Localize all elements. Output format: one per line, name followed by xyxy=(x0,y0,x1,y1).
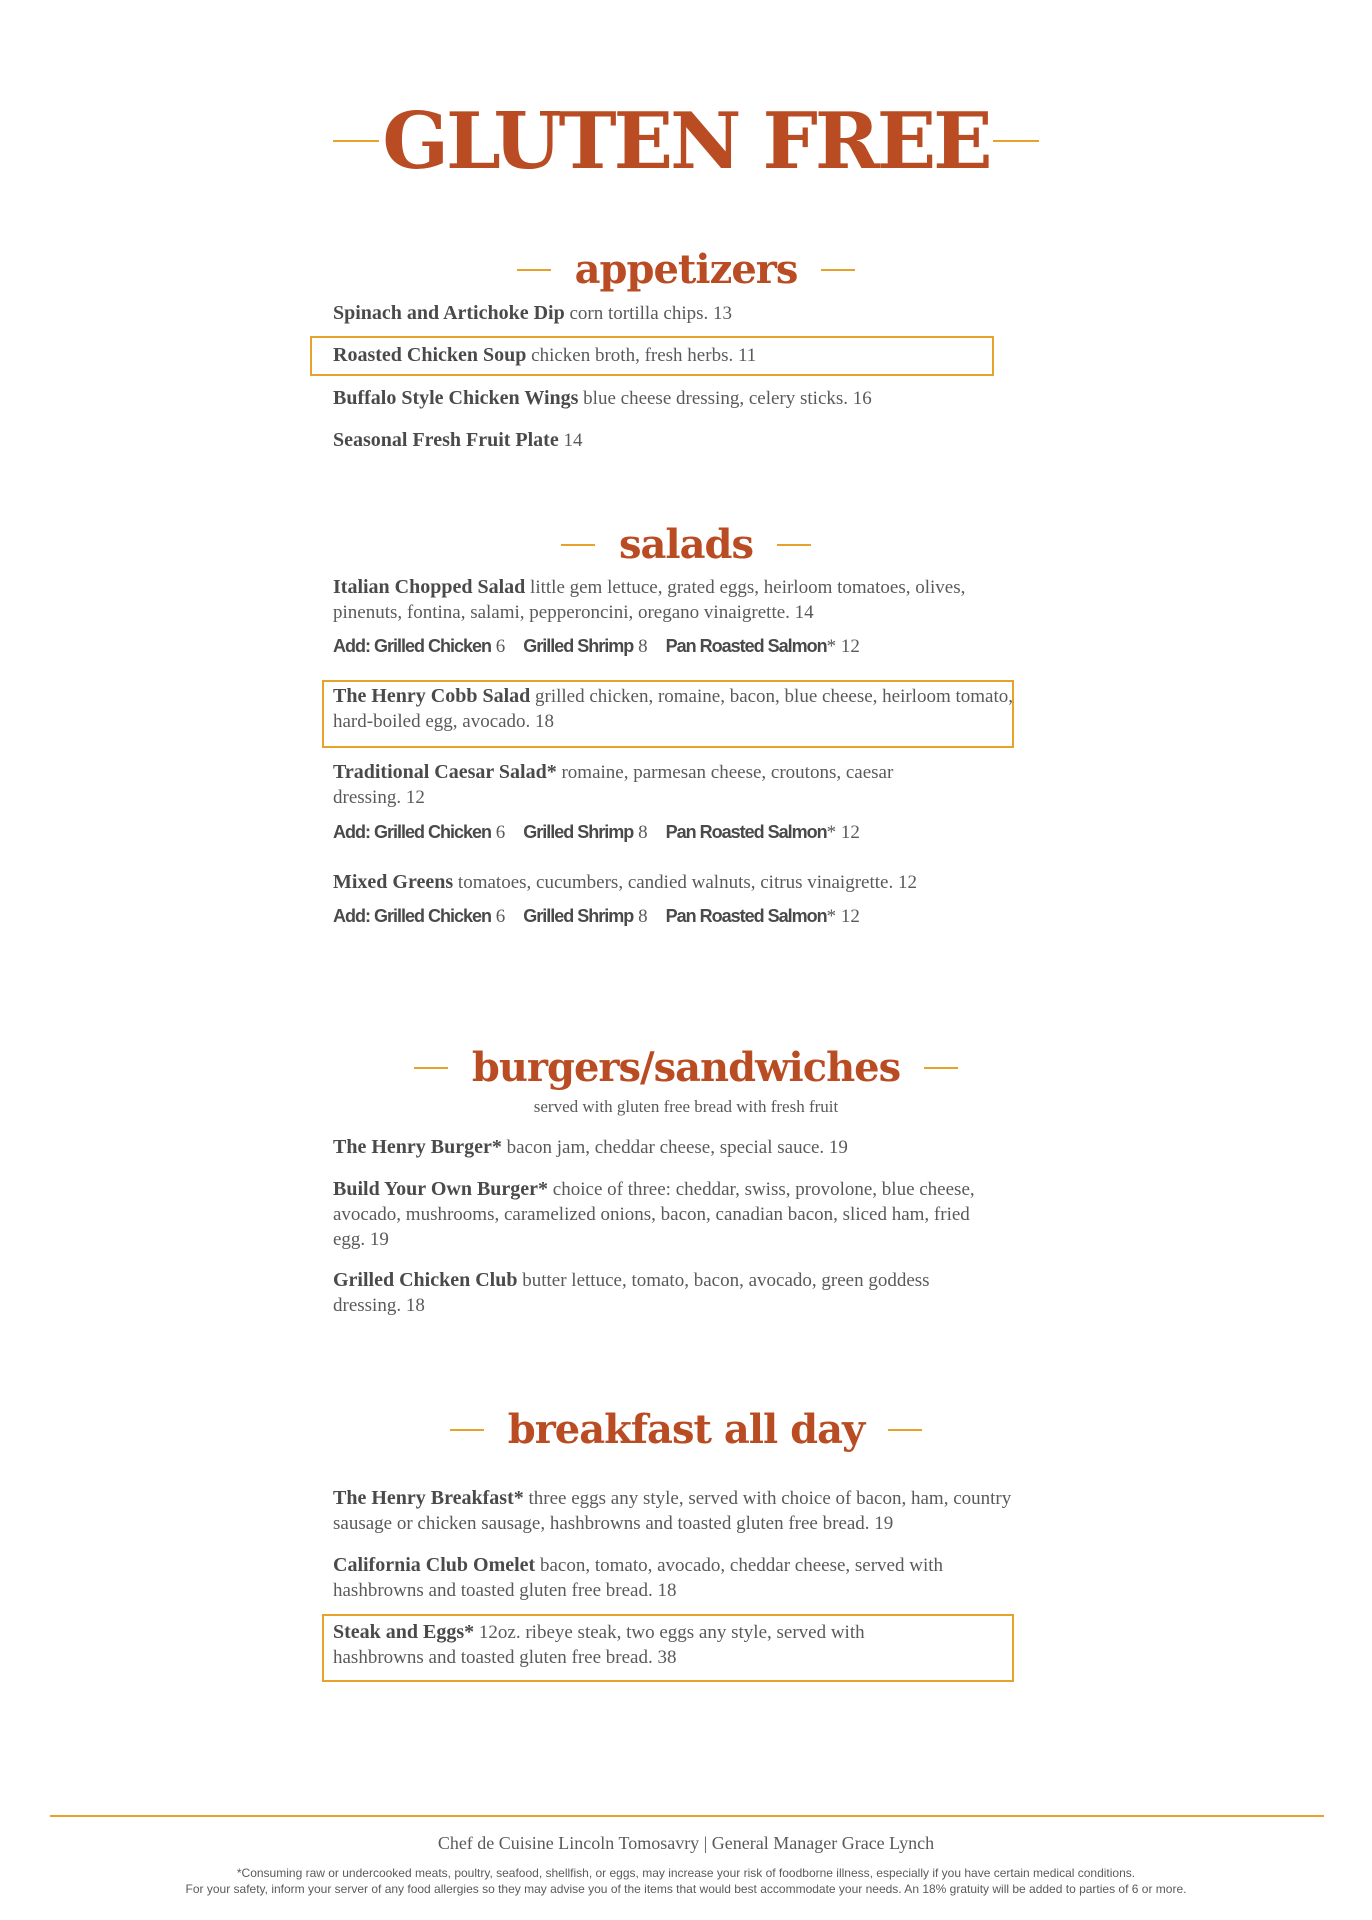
heading-dash xyxy=(888,1429,922,1431)
addon-salmon: Pan Roasted Salmon xyxy=(665,906,827,926)
item-desc: grilled chicken, romaine, bacon, blue cheese, heirloom tomato, hard-boiled egg, avocado. 18 xyxy=(333,686,1014,732)
heading-dash xyxy=(517,269,551,271)
item-name: Spinach and Artichoke Dip xyxy=(333,302,565,324)
addon-price: 6 xyxy=(495,906,506,927)
footer-divider xyxy=(50,1815,1324,1817)
addon-price: 6 xyxy=(495,822,506,843)
heading-dash xyxy=(414,1067,448,1069)
item-name: Mixed Greens xyxy=(333,871,454,893)
section-heading-appetizers xyxy=(0,240,1372,300)
menu-item xyxy=(333,386,1023,411)
item-desc: 12oz. ribeye steak, two eggs any style, served with hashbrowns and toasted gluten free bread. 38 xyxy=(333,1622,865,1668)
item-desc: butter lettuce, tomato, bacon, avocado, green goddess dressing. 18 xyxy=(333,1270,930,1316)
item-desc: little gem lettuce, grated eggs, heirloom tomatoes, olives, pinenuts, fontina, salami, pepperoncini, oregano vinaigrette. 14 xyxy=(333,577,966,623)
item-name: Grilled Chicken Club xyxy=(333,1269,518,1291)
item-name: Italian Chopped Salad xyxy=(333,576,526,598)
menu-item xyxy=(333,1620,923,1670)
heading-dash xyxy=(561,544,595,546)
item-name: The Henry Cobb Salad xyxy=(333,685,531,707)
addon-price: * 12 xyxy=(826,636,860,657)
title-dash-right xyxy=(993,140,1039,142)
menu-item xyxy=(333,1268,993,1318)
menu-item xyxy=(333,870,1023,895)
disclaimer-line-1: *Consuming raw or undercooked meats, poultry, seafood, shellfish, or eggs, may increase your risk of foodborne illness, especially if you have certain medical conditions. xyxy=(236,1866,1136,1880)
section-title: salads xyxy=(618,521,754,568)
heading-dash xyxy=(924,1067,958,1069)
item-desc: choice of three: cheddar, swiss, provolone, blue cheese, avocado, mushrooms, caramelized onions, bacon, canadian bacon, sliced ham, fried egg. 19 xyxy=(333,1179,975,1250)
menu-item xyxy=(333,684,1023,734)
page-title: GLUTEN FREE xyxy=(382,96,990,187)
addon-price: 8 xyxy=(638,822,648,843)
item-name: Buffalo Style Chicken Wings xyxy=(333,387,579,409)
item-desc: corn tortilla chips. 13 xyxy=(569,303,733,324)
addon-row xyxy=(333,904,860,929)
addon-row xyxy=(333,820,860,845)
item-desc: romaine, parmesan cheese, croutons, caesar dressing. 12 xyxy=(333,762,894,808)
addon-shrimp: Grilled Shrimp xyxy=(523,636,634,656)
heading-dash xyxy=(777,544,811,546)
menu-item xyxy=(333,1177,993,1252)
item-name: Traditional Caesar Salad* xyxy=(333,761,557,783)
addon-price: * 12 xyxy=(826,822,860,843)
menu-item xyxy=(333,428,1023,453)
menu-item xyxy=(333,1553,1023,1603)
menu-item xyxy=(333,1135,1023,1160)
section-heading-salads xyxy=(0,515,1372,575)
addon-chicken: Add: Grilled Chicken xyxy=(333,822,492,842)
item-desc: three eggs any style, served with choice of bacon, ham, country sausage or chicken sausage, hashbrowns and toasted gluten free bread. 19 xyxy=(333,1488,1012,1534)
addon-salmon: Pan Roasted Salmon xyxy=(665,822,827,842)
item-name: The Henry Breakfast* xyxy=(333,1487,524,1509)
addon-chicken: Add: Grilled Chicken xyxy=(333,636,492,656)
item-desc: bacon, tomato, avocado, cheddar cheese, served with hashbrowns and toasted gluten free bread. 18 xyxy=(333,1555,944,1601)
item-name: Build Your Own Burger* xyxy=(333,1178,549,1200)
section-heading-burgers xyxy=(0,1038,1372,1098)
addon-price: 8 xyxy=(638,906,648,927)
addon-chicken: Add: Grilled Chicken xyxy=(333,906,492,926)
addon-price: * 12 xyxy=(826,906,860,927)
title-row xyxy=(0,92,1372,192)
item-name: Seasonal Fresh Fruit Plate xyxy=(333,429,559,451)
item-name: Roasted Chicken Soup xyxy=(333,344,527,366)
item-desc: tomatoes, cucumbers, candied walnuts, citrus vinaigrette. 12 xyxy=(457,872,917,893)
section-subheading: served with gluten free bread with fresh fruit xyxy=(533,1097,839,1116)
addon-price: 8 xyxy=(638,636,648,657)
addon-price: 6 xyxy=(495,636,506,657)
menu-item xyxy=(333,343,1023,368)
heading-dash xyxy=(821,269,855,271)
addon-shrimp: Grilled Shrimp xyxy=(523,906,634,926)
section-title: breakfast all day xyxy=(507,1406,865,1453)
item-desc: 14 xyxy=(563,430,583,451)
item-name: Steak and Eggs* xyxy=(333,1621,475,1643)
addon-row xyxy=(333,634,860,659)
staff-credits: Chef de Cuisine Lincoln Tomosavry | General Manager Grace Lynch xyxy=(437,1833,935,1853)
menu-item xyxy=(333,760,923,810)
section-title: appetizers xyxy=(574,246,798,293)
menu-item xyxy=(333,575,1023,625)
item-name: California Club Omelet xyxy=(333,1554,536,1576)
disclaimer-line-2: For your safety, inform your server of any food allergies so they may advise you of the items that would best accommodate your needs. An 18% gratuity will be added to parties of 6 or more. xyxy=(185,1882,1187,1896)
addon-shrimp: Grilled Shrimp xyxy=(523,822,634,842)
item-desc: blue cheese dressing, celery sticks. 16 xyxy=(583,388,872,409)
addon-salmon: Pan Roasted Salmon xyxy=(665,636,827,656)
heading-dash xyxy=(450,1429,484,1431)
menu-item xyxy=(333,301,1023,326)
section-heading-breakfast xyxy=(0,1400,1372,1460)
item-desc: bacon jam, cheddar cheese, special sauce. 19 xyxy=(506,1137,848,1158)
item-desc: chicken broth, fresh herbs. 11 xyxy=(531,345,757,366)
section-title: burgers/sandwiches xyxy=(471,1044,901,1091)
item-name: The Henry Burger* xyxy=(333,1136,502,1158)
menu-item xyxy=(333,1486,1023,1536)
